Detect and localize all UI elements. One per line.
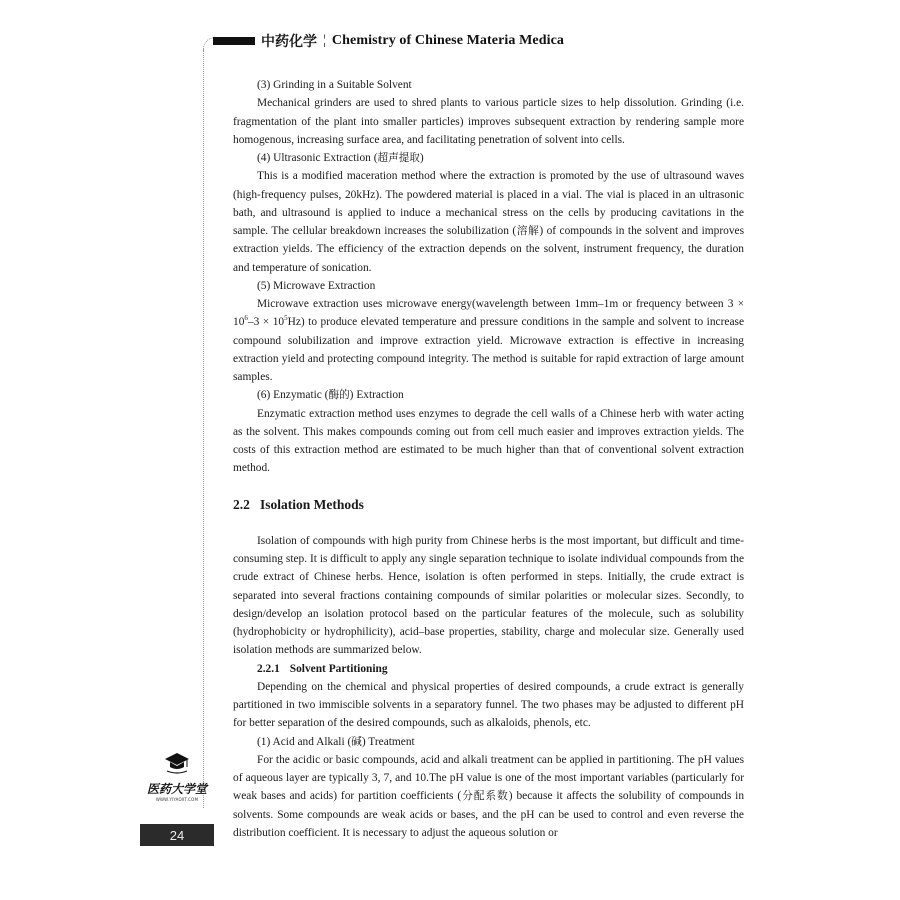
section-title: 2.2 Isolation Methods xyxy=(233,496,364,512)
acid-alkali-paragraph: For the acidic or basic compounds, acid and alkali treatment can be applied in partitioning. The pH values of aqueous layer are typically 3, 7, and 10.The pH value is one of the most important variables (particularly for weak bases and acids) for partition coefficients (分配系数) because it affects the solubility of compounds in solvents. Some compounds are weak acids or bases, and the pH can be used to control and even reverse the distribution coefficient. It is necessary to adjust the aqueous solution or xyxy=(233,753,745,839)
header-separator: ¦ xyxy=(323,33,326,48)
running-header xyxy=(213,30,564,52)
page-body xyxy=(233,76,744,842)
publisher-logo xyxy=(147,752,207,802)
grinding-paragraph: Mechanical grinders are used to shred plants to various particle sizes to help dissolution. Grinding (i.e. fragmentation of the plant into smaller particles) improves subsequent extraction by rendering sample more homogenous, increasing surface area, and facilitating penetration of solvent into cells. xyxy=(233,97,744,146)
graduation-cap-icon xyxy=(164,752,190,774)
page-number: 24 xyxy=(140,824,214,846)
grinding-heading: (3) Grinding in a Suitable Solvent xyxy=(257,79,412,91)
enzymatic-heading: (6) Enzymatic (酶的) Extraction xyxy=(257,389,404,402)
acid-alkali-heading: (1) Acid and Alkali (碱) Treatment xyxy=(257,735,415,748)
microwave-paragraph: Microwave extraction uses microwave energy(wavelength between 1mm–1m or frequency between $3 \times 10^6-3 \times 10^5Hz$) to produce elevated temperature and pressure conditions in the sample and solvent to increase compound solubilization and improve extraction yield. Microwave extraction is effective in increasing extraction yield and protecting compound integrity. The method is suitable for rapid extraction of large amount samples. xyxy=(233,298,744,383)
logo-url: WWW.YIYAOXT.COM xyxy=(155,797,199,802)
margin-dotted-line xyxy=(203,48,204,808)
header-en-title: Chemistry of Chinese Materia Medica xyxy=(331,33,565,48)
enzymatic-paragraph: Enzymatic extraction method uses enzymes to degrade the cell walls of a Chinese herb with water acting as the solvent. This makes compounds coming out from cell much easier and improves extraction yields. The costs of this extraction method are estimated to be much higher than that of conventional solvent extraction method. xyxy=(233,407,744,475)
isolation-paragraph: Isolation of compounds with high purity from Chinese herbs is the most important, but difficult and time-consuming step. It is difficult to apply any single separation technique to isolate individual compounds from the crude extract of Chinese herbs. Hence, isolation is often performed in steps. Initially, the crude extract is separated into several fractions containing compounds of similar polarities or molecular sizes. Secondly, to design/develop an isolation protocol based on the particular features of the molecule, such as solubility (hydrophobicity or hydrophilicity), acid–base properties, stability, charge and molecular size. Generally used isolation methods are summarized below. xyxy=(233,534,744,657)
subsection-heading: 2.2.1 Solvent Partitioning xyxy=(257,662,388,675)
ultrasonic-heading: (4) Ultrasonic Extraction (超声提取) xyxy=(257,152,424,164)
partitioning-paragraph: Depending on the chemical and physical properties of desired compounds, a crude extract is generally partitioned in two immiscible solvents in a separatory funnel. The two phases may be adjusted to different pH for better separation of the desired compounds, such as alkaloids, phenols, etc. xyxy=(233,680,744,730)
logo-name: 医药大学堂 xyxy=(147,782,208,796)
header-bar xyxy=(213,37,255,45)
microwave-heading: (5) Microwave Extraction xyxy=(257,279,376,292)
ultrasonic-paragraph: This is a modified maceration method where the extraction is promoted by the use of ultrasound waves (high-frequency pulses, 20kHz). The powdered material is placed in a vial. The vial is placed in an ultrasonic bath, and ultrasound is applied to induce a mechanical stress on the cells by producing cavitations in the sample. The cellular breakdown increases the solubilization (溶解) of compounds in the solvent and improves extraction yields. The efficiency of the extraction depends on the solvent, instrument frequency, the duration and temperature of sonication. xyxy=(233,170,745,274)
header-cn-title: 中药化学 xyxy=(261,34,317,50)
